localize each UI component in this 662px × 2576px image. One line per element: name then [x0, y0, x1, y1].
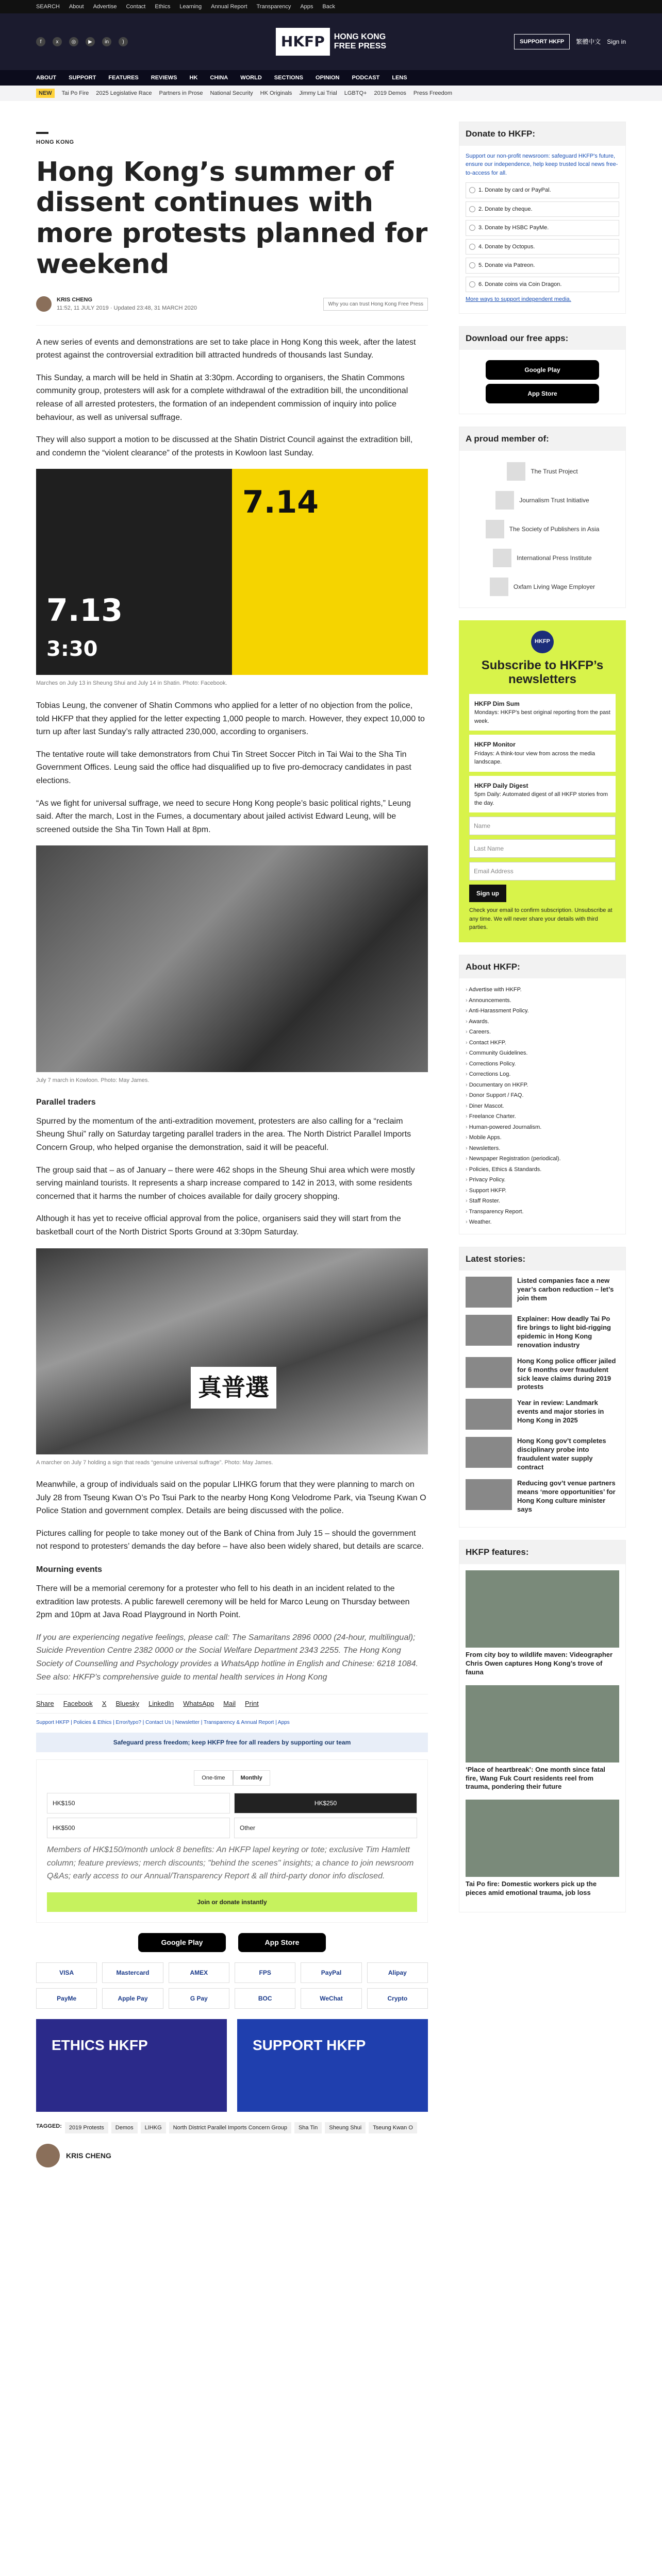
about-link[interactable]: › Corrections Log. [466, 1069, 619, 1080]
tag[interactable]: Sheung Shui [325, 2122, 366, 2134]
newsletter-option[interactable] [469, 776, 616, 813]
donate-text[interactable]: Support our non-profit newsroom: safeguard HKFP's future, ensure our independence, help keep trusted local news free-to-access for all. [466, 152, 618, 176]
story-title: Reducing gov’t venue partners means ‘more opportunities’ for Hong Kong culture minister says [517, 1479, 616, 1513]
trust-badge[interactable] [323, 298, 428, 311]
donate-option[interactable]: 6. Donate coins via Coin Dragon. [466, 277, 619, 293]
about-link[interactable]: › Staff Roster. [466, 1196, 619, 1207]
member-title: A proud member of: [459, 427, 625, 451]
topbar-ethics[interactable]: Ethics [155, 3, 171, 10]
trend-item[interactable]: 2019 Demos [374, 90, 406, 96]
trust-label: Why you can trust Hong Kong Free Press [328, 301, 423, 307]
updated-date: Updated 23:48, 31 MARCH 2020 [113, 305, 197, 312]
feature-title: ‘Place of heartbreak’: One month since fatal fire, Wang Fuk Court residents reel from trauma, pondering their future [466, 1765, 605, 1791]
payment-logo: PayMe [36, 1988, 97, 2009]
tag[interactable]: Tseung Kwan O [369, 2122, 417, 2134]
nav-features[interactable]: FEATURES [108, 74, 139, 81]
about-title: About HKFP: [459, 955, 625, 979]
about-link[interactable]: › Community Guidelines. [466, 1048, 619, 1059]
poster-time-left: 3:30 [46, 637, 98, 662]
latest-story[interactable] [466, 1357, 619, 1392]
donate-option[interactable]: 2. Donate by cheque. [466, 201, 619, 217]
newsletter-name: HKFP Dim Sum [474, 700, 520, 707]
about-link[interactable]: › Contact HKFP. [466, 1038, 619, 1048]
trend-item[interactable]: Partners in Prose [159, 90, 203, 96]
paragraph: This Sunday, a march will be held in Shatin at 3:30pm. According to organisers, the Shatin Commons community group, protesters will ask for a complete withdrawal of the extradition bill, the unconditional release of all arrested protesters, the formation of an independent commission of inquiry into police behaviour, as well as universal suffrage. [36, 373, 408, 422]
donate-more-link[interactable]: More ways to support independent media. [466, 296, 571, 302]
newsletter-option[interactable] [469, 694, 616, 731]
tag[interactable]: 2019 Protests [65, 2122, 108, 2134]
topbar-apps[interactable]: Apps [300, 3, 313, 10]
nav-opinion[interactable]: OPINION [316, 74, 340, 81]
section-divider [36, 132, 48, 134]
topbar-transparency[interactable]: Transparency [256, 3, 291, 10]
feature-image [466, 1685, 619, 1762]
trend-item[interactable]: 2025 Legislative Race [96, 90, 152, 96]
footer-links[interactable]: Support HKFP | Policies & Ethics | Error/typo? | Contact Us | Newsletter | Transparency & Annual Report | Apps [36, 1719, 290, 1725]
donate-option[interactable]: 3. Donate by HSBC PayMe. [466, 220, 619, 236]
newsletter-name: HKFP Monitor [474, 741, 516, 749]
newsletter-logo: HKFP [531, 631, 554, 653]
story-title: Hong Kong gov’t completes disciplinary probe into fraudulent water supply contract [517, 1437, 606, 1471]
member-logo[interactable] [466, 544, 619, 572]
trend-item[interactable]: HK Originals [260, 90, 292, 96]
poster-date-right: 7.14 [242, 484, 319, 521]
about-link[interactable]: › Anti-Harassment Policy. [466, 1006, 619, 1016]
paragraph: The tentative route will take demonstrators from Chui Tin Street Soccer Pitch in Tai Wai to the Sha Tin Government Offices. Leung said the office had disqualified up to five pro-democracy candidates in past elections. [36, 750, 411, 785]
member-mark-icon [495, 491, 514, 510]
about-link[interactable]: › Policies, Ethics & Standards. [466, 1164, 619, 1175]
feature-title: Tai Po fire: Domestic workers pick up the pieces amid emotional trauma, job loss [466, 1880, 597, 1897]
member-logo[interactable] [466, 572, 619, 601]
subheading: Mourning events [36, 1565, 103, 1574]
about-link[interactable]: › Documentary on HKFP. [466, 1080, 619, 1091]
share-bluesky[interactable]: Bluesky [115, 1700, 139, 1708]
topbar-learning[interactable]: Learning [179, 3, 202, 10]
google-play-button[interactable]: Google Play [138, 1933, 226, 1952]
nav-reviews[interactable]: REVIEWS [151, 74, 177, 81]
member-name: Journalism Trust Initiative [519, 496, 589, 504]
trend-item[interactable]: National Security [210, 90, 253, 96]
sign-text: 真普選 [191, 1367, 276, 1409]
google-play-button[interactable]: Google Play [486, 360, 599, 380]
donate-title: Donate to HKFP: [459, 122, 625, 146]
sidebar [459, 122, 626, 2178]
share-mail[interactable]: Mail [223, 1700, 236, 1708]
member-logo[interactable] [466, 515, 619, 544]
payment-logo: VISA [36, 1962, 97, 1983]
trend-item[interactable]: Press Freedom [413, 90, 453, 96]
donate-option[interactable]: 4. Donate by Octopus. [466, 239, 619, 255]
ethics-banner[interactable]: ETHICS HKFP [36, 2019, 227, 2112]
paragraph: Pictures calling for people to take money out of the Bank of China from July 15 – should the government not respond to protesters’ demands the day before – have also been widely shared, but details are scarce. [36, 1529, 424, 1551]
story-title: Year in review: Landmark events and major stories in Hong Kong in 2025 [517, 1399, 604, 1425]
share-linkedin[interactable]: LinkedIn [148, 1700, 174, 1708]
subheading: Parallel traders [36, 1097, 96, 1107]
nav-china[interactable]: CHINA [210, 74, 228, 81]
site-logo[interactable] [276, 28, 386, 56]
feature-image [466, 1800, 619, 1877]
about-link[interactable]: › Freelance Charter. [466, 1111, 619, 1122]
trend-item[interactable]: LGBTQ+ [344, 90, 367, 96]
story-thumbnail [466, 1399, 512, 1430]
tag[interactable]: LIHKG [141, 2122, 166, 2134]
about-link[interactable]: › Awards. [466, 1016, 619, 1027]
app-store-button[interactable]: App Store [486, 384, 599, 403]
new-badge: NEW [36, 89, 55, 98]
poster-right [232, 469, 428, 675]
paragraph: They will also support a motion to be discussed at the Shatin District Council against the extradition bill, and condemn the “violent clearance” of the protests in Kowloon last Sunday. [36, 435, 413, 457]
signin-link[interactable]: Sign in [607, 38, 626, 45]
about-link[interactable]: › Newsletters. [466, 1143, 619, 1154]
donate-strip[interactable]: Safeguard press freedom; keep HKFP free for all readers by supporting our team [36, 1733, 428, 1752]
features-box [459, 1540, 626, 1912]
protest-poster-image [36, 469, 428, 675]
mental-health-notice: If you are experiencing negative feelings, please call: The Samaritans 2896 0000 (24-hour, multilingual); Suicide Prevention Centre 2382 0000 or the Social Welfare Department 2343 2255. The Hong Kong Society of Counselling and Psychology provides a WhatsApp hotline in English and Chinese: 6218 1084. See also: HKFP’s comprehensive guide to mental health services in Hong Kong [36, 1633, 418, 1682]
newsletter-title: Subscribe to HKFP’s newsletters [481, 658, 604, 687]
story-thumbnail [466, 1479, 512, 1510]
payment-logo: Alipay [367, 1962, 428, 1983]
story-title: Explainer: How deadly Tai Po fire brings to light bid-rigging epidemic in Hong Kong renovation industry [517, 1315, 611, 1349]
trend-item[interactable]: Tai Po Fire [61, 90, 89, 96]
about-link[interactable]: › Diner Mascot. [466, 1101, 619, 1112]
topbar-back[interactable]: Back [322, 3, 335, 10]
apps-box [459, 326, 626, 415]
share-whatsapp[interactable]: WhatsApp [183, 1700, 214, 1708]
newsletter-name: HKFP Daily Digest [474, 782, 528, 789]
support-banner[interactable]: SUPPORT HKFP [237, 2019, 428, 2112]
features-title: HKFP features: [459, 1540, 625, 1564]
paragraph: A new series of events and demonstrations are set to take place in Hong Kong this week, after the latest protest against the controversial extradition bill attracted hundreds of thousands last Sunday. [36, 337, 416, 360]
logo-mark: HKFP [276, 28, 330, 56]
payment-logo: Mastercard [102, 1962, 163, 1983]
about-link[interactable]: › Donor Support / FAQ. [466, 1090, 619, 1101]
topbar-contact[interactable]: Contact [126, 3, 146, 10]
latest-story[interactable] [466, 1399, 619, 1430]
name-field[interactable]: Name [469, 817, 616, 835]
image-caption: July 7 march in Kowloon. Photo: May James. [36, 1077, 150, 1084]
member-logo[interactable] [466, 457, 619, 486]
about-link[interactable]: › Mobile Apps. [466, 1132, 619, 1143]
payment-logo: Crypto [367, 1988, 428, 2009]
logo-line-2: FREE PRESS [334, 42, 387, 50]
payment-logo: G Pay [169, 1988, 229, 2009]
about-link[interactable]: › Corrections Policy. [466, 1059, 619, 1070]
member-name: Oxfam Living Wage Employer [513, 583, 595, 590]
amount-option[interactable]: HK$150 [47, 1793, 230, 1814]
main-nav [0, 70, 662, 86]
share-facebook[interactable]: Facebook [63, 1700, 93, 1708]
linkedin-icon[interactable]: in [102, 37, 111, 46]
member-mark-icon [507, 462, 525, 481]
one-time-toggle[interactable]: One-time [194, 1770, 233, 1786]
poster-left [36, 469, 232, 675]
payment-logo: PayPal [301, 1962, 361, 1983]
paragraph: The group said that – as of January – there were 462 shops in the Sheung Shui area which were mostly serving mainland tourists. It represents a sharp increase compared to 142 in 2013, with some residents concerned that it harms the number of choices available for daily grocery shopping. [36, 1165, 415, 1201]
publish-date: 11:52, 11 JULY 2019 [57, 305, 109, 312]
feature-story[interactable] [466, 1570, 619, 1677]
poster-date-left: 7.13 [46, 592, 123, 629]
story-thumbnail [466, 1357, 512, 1388]
paragraph: “As we fight for universal suffrage, we need to secure Hong Kong people’s basic political rights,” Leung said. After the march, Lost in the Fumes, a documentary about jailed activist Edward Leung, will be screened outside the Sha Tin Town Hall at 8pm. [36, 799, 411, 834]
about-link[interactable]: › Advertise with HKFP. [466, 985, 619, 995]
email-field[interactable]: Email Address [469, 862, 616, 880]
member-name: The Society of Publishers in Asia [509, 525, 600, 533]
trending-bar [0, 86, 662, 101]
apps-title: Download our free apps: [459, 327, 625, 350]
latest-story[interactable] [466, 1437, 619, 1472]
join-button[interactable]: Join or donate instantly [47, 1892, 417, 1912]
member-name: International Press Institute [517, 554, 592, 562]
author-name[interactable]: KRIS CHENG [57, 296, 93, 303]
latest-story[interactable] [466, 1277, 619, 1308]
x-icon[interactable]: x [53, 37, 62, 46]
member-name: The Trust Project [531, 467, 578, 475]
share-label: Share [36, 1700, 54, 1708]
nav-support[interactable]: SUPPORT [69, 74, 96, 81]
tag[interactable]: Sha Tin [294, 2122, 322, 2134]
instagram-icon[interactable]: ◎ [69, 37, 78, 46]
payment-logo: BOC [235, 1988, 295, 2009]
member-mark-icon [490, 578, 508, 596]
share-x[interactable]: X [102, 1700, 107, 1708]
image-caption: A marcher on July 7 holding a sign that reads “genuine universal suffrage”. Photo: May James. [36, 1459, 273, 1466]
story-thumbnail [466, 1277, 512, 1308]
tag[interactable]: Demos [111, 2122, 138, 2134]
facebook-icon[interactable]: f [36, 37, 45, 46]
donate-option[interactable]: 5. Donate via Patreon. [466, 258, 619, 274]
image-caption: Marches on July 13 in Sheung Shui and July 14 in Shatin. Photo: Facebook. [36, 680, 227, 687]
story-thumbnail [466, 1437, 512, 1468]
section-label[interactable]: HONG KONG [36, 139, 74, 145]
trend-item[interactable]: Jimmy Lai Trial [299, 90, 337, 96]
site-header [0, 13, 662, 70]
amount-option-selected[interactable]: HK$250 [234, 1793, 417, 1814]
paragraph: Although it has yet to receive official approval from the police, organisers said they will start from the basketball court of the North District Sports Ground at 3:30pm Saturday. [36, 1214, 401, 1236]
newsletter-desc: Fridays: A think-tour view from across the media landscape. [474, 750, 595, 766]
newsletter-desc: 5pm Daily: Automated digest of all HKFP stories from the day. [474, 791, 608, 806]
top-bar [0, 0, 662, 13]
signup-button[interactable]: Sign up [469, 885, 506, 902]
payment-logo: AMEX [169, 1962, 229, 1983]
newsletter-desc: Mondays: HKFP's best original reporting from the past week. [474, 709, 610, 724]
paragraph: Tobias Leung, the convener of Shatin Commons who applied for a letter of no objection from the police, told HKFP that they applied for the letter expecting 1,000 people to march. However, they expect 10,000 to turn up after last Sunday’s rally attracted 230,000, according to organisers. [36, 701, 425, 737]
author-avatar [36, 296, 52, 312]
latest-story[interactable] [466, 1315, 619, 1350]
rss-icon[interactable]: ) [119, 37, 128, 46]
share-print[interactable]: Print [244, 1700, 259, 1708]
tag[interactable]: North District Parallel Imports Concern Group [169, 2122, 291, 2134]
membership-text: Members of HK$150/month unlock 8 benefits: An HKFP lapel keyring or tote; exclusive Tim Hamlett column; feature previews; merch discounts; "behind the scenes" insights; a chance to join newsroom Q&As; early access to our Annual/Transparency Report & all third-party donor info disclosed. [47, 1845, 414, 1881]
amount-option[interactable]: HK$500 [47, 1818, 230, 1838]
logo-line-1: HONG KONG [334, 32, 386, 42]
member-mark-icon [486, 520, 504, 538]
newsletter-box [459, 620, 626, 942]
page-body [0, 101, 662, 2178]
donation-widget [36, 1759, 428, 1923]
app-store-button[interactable]: App Store [238, 1933, 326, 1952]
story-title: Listed companies face a new year’s carbon reduction – let’s join them [517, 1277, 614, 1302]
about-link[interactable]: › Support HKFP. [466, 1185, 619, 1196]
article-title: Hong Kong’s summer of dissent continues with more protests planned for weekend [36, 156, 427, 280]
author-name-bottom[interactable]: KRIS CHENG [66, 2151, 111, 2160]
nav-about[interactable]: ABOUT [36, 74, 57, 81]
paragraph: Meanwhile, a group of individuals said on the popular LIHKG forum that they were planning to march on July 28 from Tseung Kwan O’s Po Tsui Park to the nearby Hong Kong Velodrome Park, via Tseung Kwan O Police Station and government complex. Details are being discussed with the police. [36, 1480, 426, 1516]
tags [36, 2122, 428, 2134]
newsletter-option[interactable] [469, 735, 616, 772]
nav-lens[interactable]: LENS [392, 74, 407, 81]
byline: KRIS CHENG 11:52, 11 JULY 2019 · Updated 23:48, 31 MARCH 2020 Why you can trust Hong Kong Free Press [36, 296, 428, 313]
article [36, 122, 428, 2178]
member-box [459, 427, 626, 608]
monthly-toggle[interactable]: Monthly [233, 1770, 270, 1786]
donate-box [459, 122, 626, 314]
story-thumbnail [466, 1315, 512, 1346]
language-link[interactable]: 繁體中文 [576, 38, 601, 45]
payment-logo: FPS [235, 1962, 295, 1983]
nav-world[interactable]: WORLD [240, 74, 262, 81]
author-box [36, 2144, 428, 2167]
donate-option[interactable]: 1. Donate by card or PayPal. [466, 182, 619, 198]
feature-image [466, 1570, 619, 1648]
topbar-about[interactable]: About [69, 3, 84, 10]
share-bar [36, 1694, 428, 1714]
nav-podcast[interactable]: PODCAST [352, 74, 380, 81]
support-button[interactable]: SUPPORT HKFP [514, 34, 570, 50]
feature-title: From city boy to wildlife maven: Videographer Chris Owen captures Hong Kong’s trove of fauna [466, 1650, 613, 1676]
member-mark-icon [493, 549, 511, 567]
about-link[interactable]: › Careers. [466, 1027, 619, 1038]
payment-logo: Apple Pay [102, 1988, 163, 2009]
feature-story[interactable] [466, 1800, 619, 1897]
newsletter-note: Check your email to confirm subscription. Unsubscribe at any time. We will never share your details with third parties. [469, 907, 613, 931]
latest-title: Latest stories: [459, 1247, 625, 1271]
paragraph: There will be a memorial ceremony for a protester who fell to his death in an incident related to the extradition law protests. A public farewell ceremony will be held for Marco Leung on Thursday between 2pm and 10pm at Java Road Playground in North Point. [36, 1584, 410, 1620]
paragraph: Spurred by the momentum of the anti-extradition movement, protesters are also calling for a “reclaim Sheung Shui” rally on Saturday targeting parallel traders in the area. The North District Parallel Imports Concern Group, who helped organise the demonstration, said it will be peaceful. [36, 1116, 411, 1152]
about-link[interactable]: › Privacy Policy. [466, 1175, 619, 1185]
author-avatar [36, 2144, 60, 2167]
nav-sections[interactable]: SECTIONS [274, 74, 304, 81]
last-name-field[interactable]: Last Name [469, 839, 616, 858]
about-link[interactable]: › Human-powered Journalism. [466, 1122, 619, 1133]
youtube-icon[interactable]: ▶ [86, 37, 95, 46]
about-link[interactable]: › Transparency Report. [466, 1207, 619, 1217]
amount-option[interactable]: Other [234, 1818, 417, 1838]
about-link[interactable]: › Announcements. [466, 995, 619, 1006]
member-logo[interactable] [466, 486, 619, 515]
topbar-search[interactable]: SEARCH [36, 3, 60, 10]
marcher-sign-image [36, 1248, 428, 1454]
latest-box [459, 1247, 626, 1528]
about-link[interactable]: › Newspaper Registration (periodical). [466, 1154, 619, 1164]
tags-label: TAGGED: [36, 2123, 62, 2129]
about-link[interactable]: › Weather. [466, 1217, 619, 1228]
payment-methods [36, 1962, 428, 2009]
topbar-advertise[interactable]: Advertise [93, 3, 117, 10]
latest-story[interactable] [466, 1479, 619, 1514]
march-crowd-image [36, 845, 428, 1072]
payment-logo: WeChat [301, 1988, 361, 2009]
about-box [459, 955, 626, 1234]
feature-story[interactable] [466, 1685, 619, 1792]
nav-hk[interactable]: HK [189, 74, 198, 81]
topbar-annual[interactable]: Annual Report [211, 3, 247, 10]
story-title: Hong Kong police officer jailed for 6 months over fraudulent sick leave claims during 2019 protests [517, 1357, 616, 1391]
